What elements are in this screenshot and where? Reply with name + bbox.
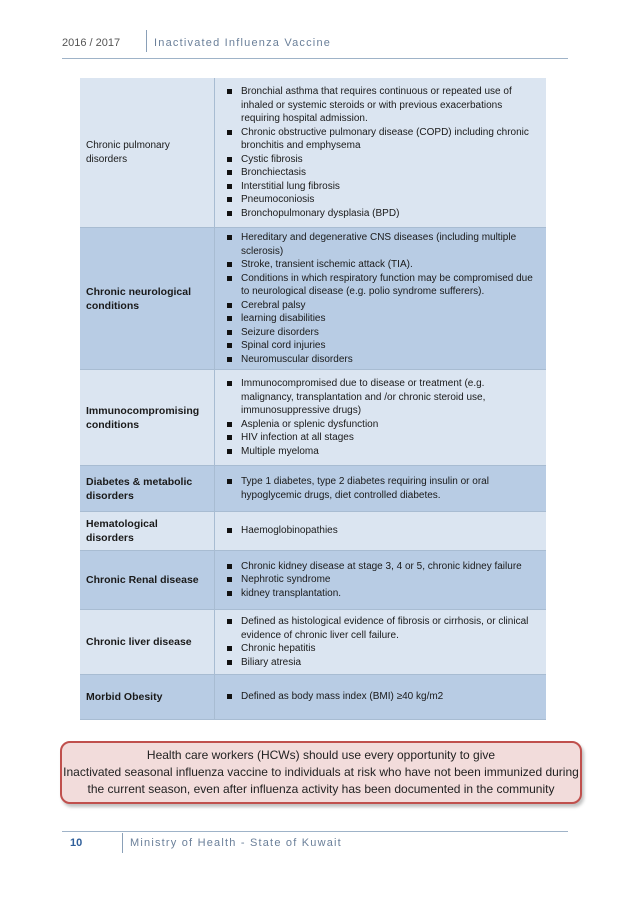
list-item: Bronchopulmonary dysplasia (BPD) [227, 207, 538, 221]
row-items [215, 228, 546, 369]
row-items [215, 78, 546, 227]
page-footer [62, 831, 568, 861]
footer-text: Ministry of Health - State of Kuwait [130, 837, 342, 849]
list-item: HIV infection at all stages [227, 431, 538, 445]
table-row [80, 610, 546, 675]
table-row [80, 551, 546, 610]
note-line: Health care workers (HCWs) should use every opportunity to give [146, 748, 496, 762]
list-item: Neuromuscular disorders [227, 353, 538, 367]
row-category: Chronic Renal disease [80, 551, 215, 609]
note-line: the current season, even after influenza activity has been documented in the community [87, 782, 555, 796]
row-items [215, 512, 546, 550]
hcw-note-box [60, 741, 582, 804]
page-header [62, 30, 568, 58]
list-item: Multiple myeloma [227, 445, 538, 459]
risk-groups-table [80, 78, 546, 720]
list-item: kidney transplantation. [227, 587, 538, 601]
header-rule [62, 58, 568, 59]
list-item: Defined as histological evidence of fibrosis or cirrhosis, or clinical evidence of chronic liver cell failure. [227, 615, 538, 642]
list-item: Nephrotic syndrome [227, 573, 538, 587]
footer-rule [62, 831, 568, 832]
list-item: Chronic obstructive pulmonary disease (COPD) including chronic bronchitis and emphysema [227, 126, 538, 153]
list-item: Chronic hepatitis [227, 642, 538, 656]
table-row [80, 78, 546, 228]
row-category: Hematological disorders [80, 512, 215, 550]
list-item: Asplenia or splenic dysfunction [227, 418, 538, 432]
note-line: Inactivated seasonal influenza vaccine to individuals at risk who have not been immunized during [63, 765, 579, 779]
list-item: Cerebral palsy [227, 299, 538, 313]
list-item: Cystic fibrosis [227, 153, 538, 167]
list-item: Pneumoconiosis [227, 193, 538, 207]
row-items [215, 675, 546, 719]
row-category: Chronic liver disease [80, 610, 215, 674]
row-category: Morbid Obesity [80, 675, 215, 719]
table-row [80, 370, 546, 466]
list-item: Interstitial lung fibrosis [227, 180, 538, 194]
list-item: Spinal cord injuries [227, 339, 538, 353]
list-item: Haemoglobinopathies [227, 524, 538, 538]
row-items [215, 551, 546, 609]
list-item: learning disabilities [227, 312, 538, 326]
list-item: Seizure disorders [227, 326, 538, 340]
list-item: Immunocompromised due to disease or treatment (e.g. malignancy, transplantation and /or chronic steroid use, immunosuppressive drugs) [227, 377, 538, 418]
row-items [215, 466, 546, 511]
list-item: Biliary atresia [227, 656, 538, 670]
footer-divider [122, 833, 123, 853]
table-row [80, 466, 546, 512]
list-item: Bronchial asthma that requires continuous or repeated use of inhaled or systemic steroids or with previous exacerbations requiring hospital admission. [227, 85, 538, 126]
list-item: Hereditary and degenerative CNS diseases (including multiple sclerosis) [227, 231, 538, 258]
list-item: Type 1 diabetes, type 2 diabetes requiring insulin or oral hypoglycemic drugs, diet controlled diabetes. [227, 475, 538, 502]
row-items [215, 610, 546, 674]
row-category: Chronic neurological conditions [80, 228, 215, 369]
header-divider [146, 30, 147, 52]
header-year: 2016 / 2017 [62, 37, 121, 49]
row-category: Chronic pulmonary disorders [80, 78, 215, 227]
row-category: Diabetes & metabolic disorders [80, 466, 215, 511]
list-item: Chronic kidney disease at stage 3, 4 or 5, chronic kidney failure [227, 560, 538, 574]
table-row [80, 228, 546, 370]
list-item: Bronchiectasis [227, 166, 538, 180]
list-item: Conditions in which respiratory function may be compromised due to neurological disease (e.g. polio syndrome sufferers). [227, 272, 538, 299]
row-category: Immunocompromising conditions [80, 370, 215, 465]
list-item: Stroke, transient ischemic attack (TIA). [227, 258, 538, 272]
header-title: Inactivated Influenza Vaccine [154, 37, 332, 49]
list-item: Defined as body mass index (BMI) ≥40 kg/m2 [227, 690, 538, 704]
table-row [80, 512, 546, 551]
row-items [215, 370, 546, 465]
table-row [80, 675, 546, 720]
page-number: 10 [70, 837, 83, 849]
